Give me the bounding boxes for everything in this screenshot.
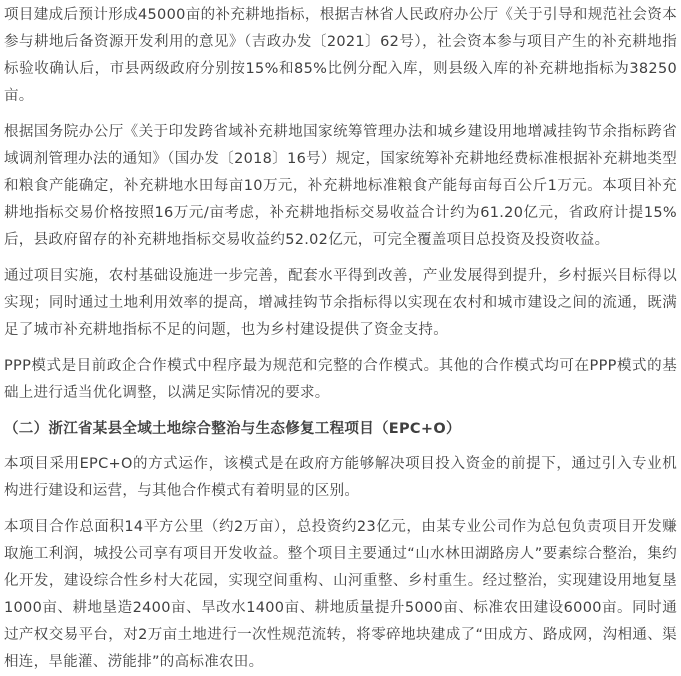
paragraph-indicator-trading: 根据国务院办公厅《关于印发跨省域补充耕地国家统筹管理办法和城乡建设用地增减挂钩节余指标跨省域调剂管理办法的通知》（国办发〔2018〕16号）规定，国家统筹补充耕地经费标准根据补充耕地类型和粮食产能确定，补充耕地水田每亩10万元，补充耕地标准粮食产能每亩每百公斤1万元。本项目补充耕地指标交易价格按照16万元/亩考虑，补充耕地指标交易收益合计约为61.20亿元，省政府计提15%后，县政府留存的补充耕地指标交易收益约52.02亿元，可完全覆盖项目总投资及投资收益。 [4,124,677,248]
paragraph-indicator-allocation: 项目建成后预计形成45000亩的补充耕地指标，根据吉林省人民政府办公厅《关于引导和规范社会资本参与耕地后备资源开发利用的意见》（吉政办发〔2021〕62号），社会资本参与项目产生的补充耕地指标验收确认后，市县两级政府分别按15%和85%比例分配入库，则县级入库的补充耕地指标为38250亩。 [4,7,677,104]
paragraph-epc-o-intro: 本项目采用EPC+O的方式运作，该模式是在政府方能够解决项目投入资金的前提下，通过引入专业机构进行建设和运营，与其他合作模式有着明显的区别。 [4,456,677,499]
paragraph-ppp-model: PPP模式是目前政企合作模式中程序最为规范和完整的合作模式。其他的合作模式均可在PPP模式的基础上进行适当优化调整，以满足实际情况的要求。 [4,358,677,401]
paragraph-project-benefits: 通过项目实施，农村基础设施进一步完善，配套水平得到改善，产业发展得到提升，乡村振兴目标得以实现；同时通过土地利用效率的提高，增减挂钩节余指标得以实现在农村和城市建设之间的流通，既满足了城市补充耕地指标不足的问题，也为乡村建设提供了资金支持。 [4,268,677,338]
section-heading: （二）浙江省某县全域土地综合整治与生态修复工程项目（EPC+O） [4,421,461,437]
paragraph-epc-o-details: 本项目合作总面积14平方公里（约2万亩），总投资约23亿元，由某专业公司作为总包负责项目开发赚取施工利润，城投公司享有项目开发收益。整个项目主要通过“山水林田湖路房人”要素综合整治，集约化开发，建设综合性乡村大花园，实现空间重构、山河重整、乡村重生。经过整治，实现建设用地复垦1000亩、耕地垦造2400亩、旱改水1400亩、耕地质量提升5000亩、标准农田建设6000亩。同时通过产权交易平台，对2万亩土地进行一次性规范流转，将零碎地块建成了“田成方、路成网，沟相通、渠相连，旱能灌、涝能排”的高标准农田。 [4,519,677,670]
